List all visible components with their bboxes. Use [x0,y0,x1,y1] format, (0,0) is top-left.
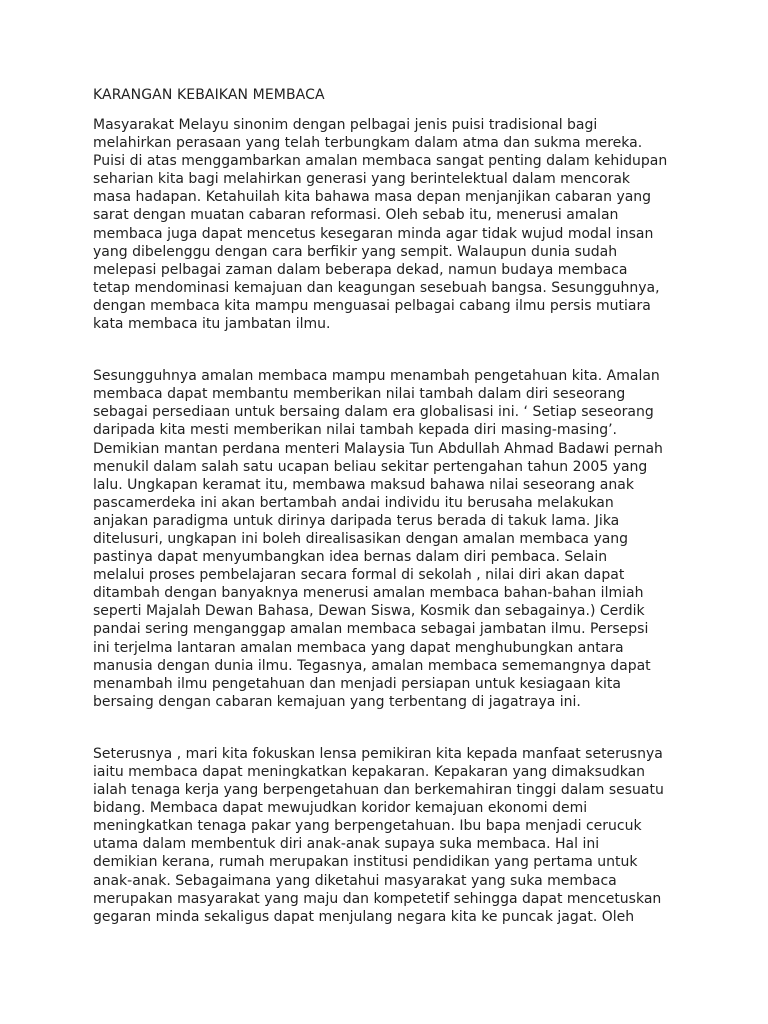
paragraph-line: masa hadapan. Ketahuilah kita bahawa masa depan menjanjikan cabaran yang [93,189,652,206]
paragraph-line: ditambah dengan banyaknya menerusi amalan membaca bahan-bahan ilmiah [93,585,644,602]
paragraph-line: sarat dengan muatan cabaran reformasi. Oleh sebab itu, menerusi amalan [93,207,619,224]
paragraph-line: ialah tenaga kerja yang berpengetahuan dan berkemahiran tinggi dalam sesuatu [93,782,664,799]
paragraph-line: pascamerdeka ini akan bertambah andai individu itu berusaha melakukan [93,494,614,511]
paragraph-line: ditelusuri, ungkapan ini boleh direalisasikan dengan amalan membaca yang [93,530,629,547]
paragraph-line: menambah ilmu pengetahuan dan menjadi persiapan untuk kesiagaan kita [93,675,621,692]
paragraph-line: kata membaca itu jambatan ilmu. [93,316,331,333]
document-title: KARANGAN KEBAIKAN MEMBACA [93,87,325,103]
paragraph-line: Seterusnya , mari kita fokuskan lensa pemikiran kita kepada manfaat seterusnya [93,745,663,762]
paragraph-line: pandai sering menganggap amalan membaca sebagai jambatan ilmu. Persepsi [93,621,649,638]
paragraph-line: Sesungguhnya amalan membaca mampu menambah pengetahuan kita. Amalan [93,368,660,385]
paragraph-line: membaca juga dapat mencetus kesegaran minda agar tidak wujud modal insan [93,225,654,242]
paragraph-line: menukil dalam salah satu ucapan beliau sekitar pertengahan tahun 2005 yang [93,458,648,475]
paragraph-line: seharian kita bagi melahirkan generasi yang berintelektual dalam mencorak [93,171,631,188]
paragraph-line: anjakan paradigma untuk dirinya daripada terus berada di takuk lama. Jika [93,512,620,529]
paragraph-line: ini terjelma lantaran amalan membaca yang dapat menghubungkan antara [93,639,624,656]
paragraph-line: daripada kita mesti memberikan nilai tambah kepada diri masing-masing’. [93,422,617,439]
paragraph-line: Demikian mantan perdana menteri Malaysia Tun Abdullah Ahmad Badawi pernah [93,440,663,457]
paragraph-line: melepasi pelbagai zaman dalam beberapa dekad, namun budaya membaca [93,261,628,278]
paragraph-line: lalu. Ungkapan keramat itu, membawa maksud bahawa nilai seseorang anak [93,476,634,493]
paragraph-line: Masyarakat Melayu sinonim dengan pelbagai jenis puisi tradisional bagi [93,117,598,133]
paragraph-line: gegaran minda sekaligus dapat menjulang negara kita ke puncak jagat. Oleh [93,908,635,925]
paragraph-3 [93,745,693,926]
paragraph-line: membaca dapat membantu memberikan nilai tambah dalam diri seseorang [93,386,626,403]
paragraph-line: utama dalam membentuk diri anak-anak supaya suka membaca. Hal ini [93,836,600,853]
paragraph-line: meningkatkan tenaga pakar yang berpengetahuan. Ibu bapa menjadi cerucuk [93,818,642,835]
paragraph-line: dengan membaca kita mampu menguasai pelbagai cabang ilmu persis mutiara [93,297,651,314]
paragraph-line: sebagai persediaan untuk bersaing dalam era globalisasi ini. ‘ Setiap seseorang [93,404,654,421]
paragraph-1 [93,116,693,333]
paragraph-line: merupakan masyarakat yang maju dan kompetetif sehingga dapat mencetuskan [93,890,662,907]
paragraph-line: bidang. Membaca dapat mewujudkan koridor kemajuan ekonomi demi [93,800,588,817]
paragraph-line: pastinya dapat menyumbangkan idea bernas dalam diri pembaca. Selain [93,549,608,566]
paragraph-line: Puisi di atas menggambarkan amalan membaca sangat penting dalam kehidupan [93,153,668,170]
paragraph-2 [93,367,693,711]
paragraph-line: manusia dengan dunia ilmu. Tegasnya, amalan membaca sememangnya dapat [93,657,651,674]
paragraph-line: anak-anak. Sebagaimana yang diketahui masyarakat yang suka membaca [93,872,617,889]
paragraph-line: iaitu membaca dapat meningkatkan kepakaran. Kepakaran yang dimaksudkan [93,764,646,780]
paragraph-line: seperti Majalah Dewan Bahasa, Dewan Siswa, Kosmik dan sebagainya.) Cerdik [93,603,645,620]
paragraph-line: tetap mendominasi kemajuan dan keagungan sesebuah bangsa. Sesungguhnya, [93,279,660,296]
document-body [93,86,693,926]
paragraph-line: bersaing dengan cabaran kemajuan yang terbentang di jagatraya ini. [93,693,581,710]
paragraph-line: melalui proses pembelajaran secara formal di sekolah , nilai diri akan dapat [93,567,625,584]
paragraph-line: demikian kerana, rumah merupakan institusi pendidikan yang pertama untuk [93,854,638,871]
paragraph-line: melahirkan perasaan yang telah terbungkam dalam atma dan sukma mereka. [93,135,643,152]
paragraph-line: yang dibelenggu dengan cara berfikir yang sempit. Walaupun dunia sudah [93,243,618,260]
